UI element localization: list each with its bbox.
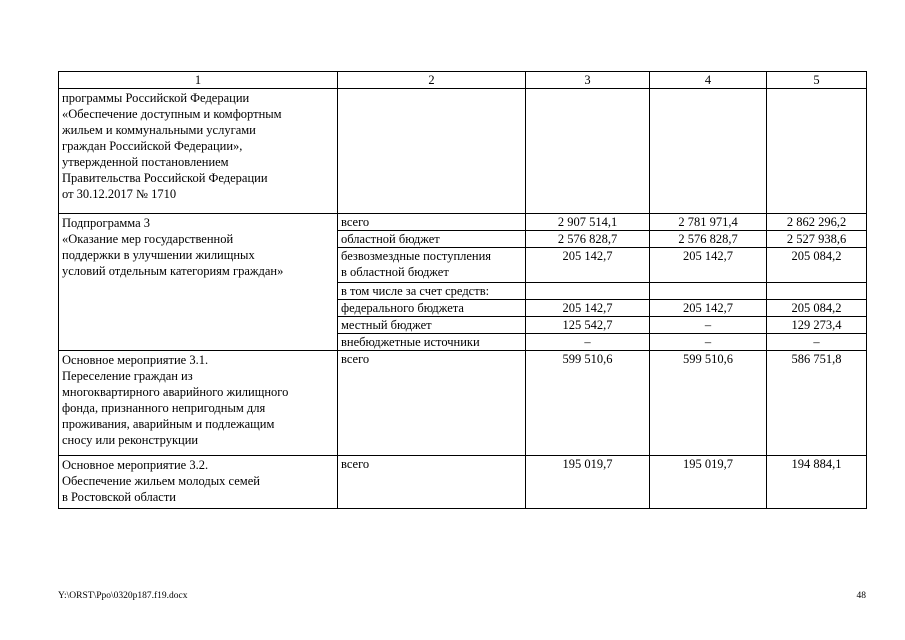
subprogram-name-cell <box>59 214 338 351</box>
table-row <box>59 214 867 231</box>
value-cell: 129 273,4 <box>767 317 867 334</box>
value-cell: – <box>650 334 767 351</box>
value-cell: 205 142,7 <box>526 300 650 317</box>
value-cell: – <box>650 317 767 334</box>
empty-cell <box>526 89 650 214</box>
program-name-cell <box>59 89 338 214</box>
subprogram-name-line: «Оказание мер государственной <box>62 232 234 246</box>
value-cell: 586 751,8 <box>767 351 867 456</box>
funding-source-cell <box>338 248 526 283</box>
funding-source-line: безвозмездные поступления <box>341 249 492 263</box>
measure-name-line: многоквартирного аварийного жилищного <box>62 385 289 399</box>
measure-name-line: сносу или реконструкции <box>62 433 199 447</box>
measure-name-cell <box>59 456 338 509</box>
value-cell <box>767 283 867 300</box>
value-cell: 2 862 296,2 <box>767 214 867 231</box>
program-name-line: жильем и коммунальными услугами <box>62 123 256 137</box>
value-cell: 205 142,7 <box>526 248 650 283</box>
program-name-line: утвержденной постановлением <box>62 155 229 169</box>
column-header: 2 <box>338 72 526 89</box>
funding-source-cell: внебюджетные источники <box>338 334 526 351</box>
table-row <box>59 456 867 509</box>
funding-source-cell: всего <box>338 214 526 231</box>
funding-source-cell: в том числе за счет средств: <box>338 283 526 300</box>
measure-name-line: Основное мероприятие 3.2. <box>62 458 209 472</box>
program-name-line: «Обеспечение доступным и комфортным <box>62 107 282 121</box>
table-row <box>59 351 867 456</box>
funding-source-cell: всего <box>338 456 526 509</box>
funding-source-cell: федерального бюджета <box>338 300 526 317</box>
empty-cell <box>338 89 526 214</box>
value-cell: 2 907 514,1 <box>526 214 650 231</box>
value-cell: 205 084,2 <box>767 248 867 283</box>
table-header-row <box>59 72 867 89</box>
value-cell: – <box>767 334 867 351</box>
program-name-line: от 30.12.2017 № 1710 <box>62 187 177 201</box>
funding-source-line: в областной бюджет <box>341 265 449 279</box>
subprogram-name-line: условий отдельным категориям граждан» <box>62 264 284 278</box>
measure-name-line: фонда, признанного непригодным для <box>62 401 266 415</box>
value-cell: 125 542,7 <box>526 317 650 334</box>
program-name-line: граждан Российской Федерации», <box>62 139 243 153</box>
value-cell: 2 527 938,6 <box>767 231 867 248</box>
value-cell: 599 510,6 <box>526 351 650 456</box>
funding-source-cell: областной бюджет <box>338 231 526 248</box>
value-cell: 205 142,7 <box>650 248 767 283</box>
footer-file-path: Y:\ORST\Ppo\0320p187.f19.docx <box>58 591 188 601</box>
value-cell: 2 576 828,7 <box>526 231 650 248</box>
table-row <box>59 89 867 214</box>
measure-name-line: Переселение граждан из <box>62 369 193 383</box>
value-cell <box>650 283 767 300</box>
program-name-line: программы Российской Федерации <box>62 91 250 105</box>
funding-source-cell: местный бюджет <box>338 317 526 334</box>
value-cell: 2 781 971,4 <box>650 214 767 231</box>
budget-table <box>58 71 867 509</box>
column-header: 5 <box>767 72 867 89</box>
value-cell: 195 019,7 <box>650 456 767 509</box>
value-cell <box>526 283 650 300</box>
footer-page-number: 48 <box>856 591 866 601</box>
value-cell: 2 576 828,7 <box>650 231 767 248</box>
measure-name-line: проживания, аварийным и подлежащим <box>62 417 275 431</box>
measure-name-cell <box>59 351 338 456</box>
column-header: 3 <box>526 72 650 89</box>
value-cell: 205 084,2 <box>767 300 867 317</box>
subprogram-name-line: Подпрограмма 3 <box>62 216 151 230</box>
funding-source-cell: всего <box>338 351 526 456</box>
value-cell: – <box>526 334 650 351</box>
empty-cell <box>767 89 867 214</box>
column-header: 1 <box>59 72 338 89</box>
measure-name-line: Обеспечение жильем молодых семей <box>62 474 260 488</box>
subprogram-name-line: поддержки в улучшении жилищных <box>62 248 255 262</box>
program-name-line: Правительства Российской Федерации <box>62 171 268 185</box>
empty-cell <box>650 89 767 214</box>
measure-name-line: Основное мероприятие 3.1. <box>62 353 209 367</box>
value-cell: 194 884,1 <box>767 456 867 509</box>
measure-name-line: в Ростовской области <box>62 490 176 504</box>
value-cell: 195 019,7 <box>526 456 650 509</box>
column-header: 4 <box>650 72 767 89</box>
value-cell: 205 142,7 <box>650 300 767 317</box>
value-cell: 599 510,6 <box>650 351 767 456</box>
